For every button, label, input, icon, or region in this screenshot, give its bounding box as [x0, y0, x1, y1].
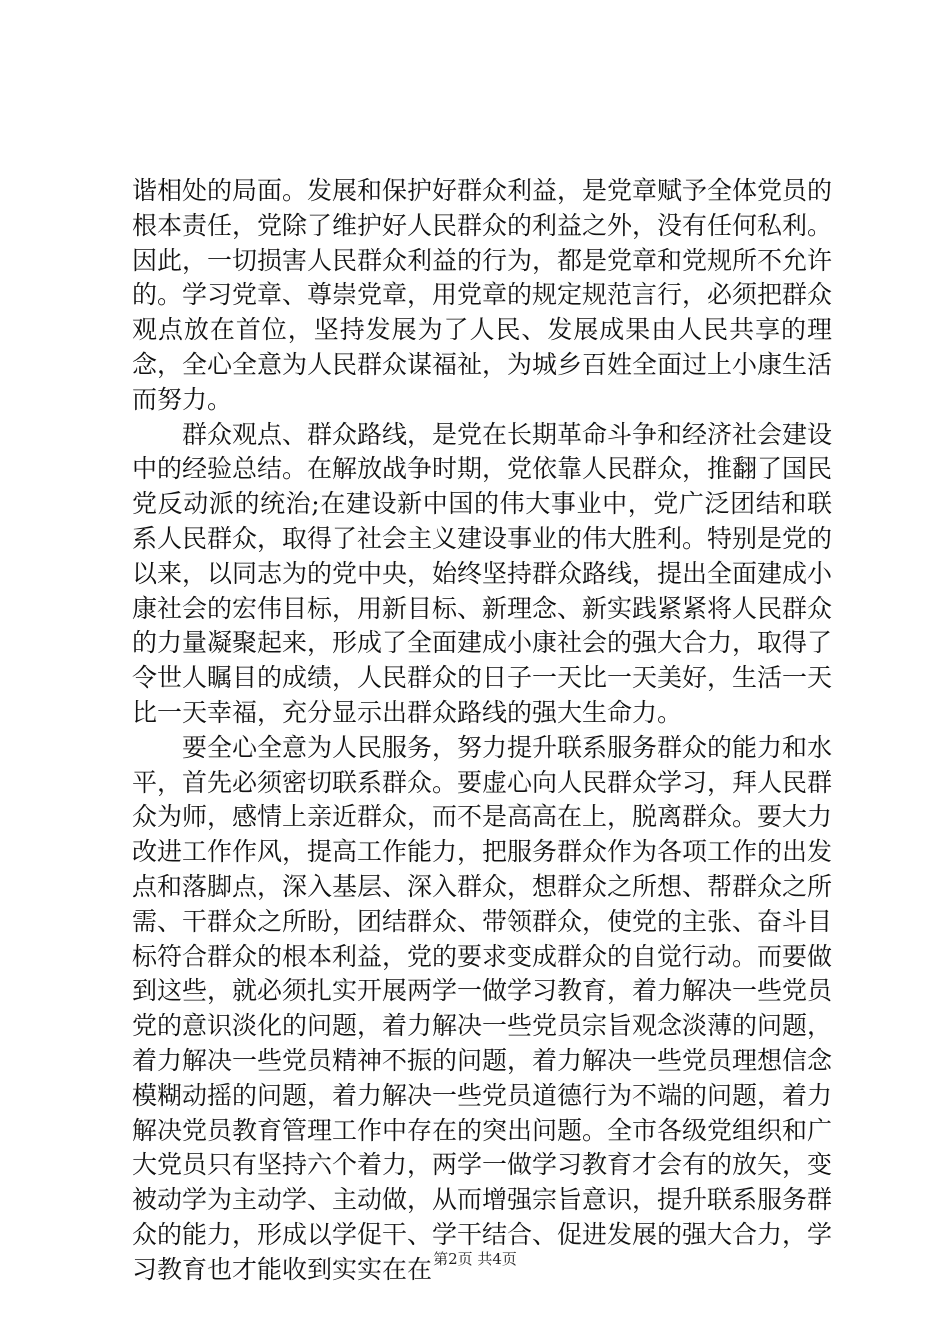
paragraph: 群众观点、群众路线，是党在长期革命斗争和经济社会建设中的经验总结。在解放战争时期，党依靠人民群众，推翻了国民党反动派的统治;在建设新中国的伟大事业中，党广泛团结和联系人民群众，取得了社会主义建设事业的伟大胜利。特别是党的以来，以同志为的党中央，始终坚持群众路线，提出全面建成小康社会的宏伟目标，用新目标、新理念、新实践紧紧将人民群众的力量凝聚起来，形成了全面建成小康社会的强大合力，取得了令世人瞩目的成绩，人民群众的日子一天比一天美好，生活一天比一天幸福，充分显示出群众路线的强大生命力。 — [132, 419, 833, 727]
paragraph-continuation: 谐相处的局面。发展和保护好群众利益，是党章赋予全体党员的根本责任，党除了维护好人民群众的利益之外，没有任何私利。因此，一切损害人民群众利益的行为，都是党章和党规所不允许的。学习党章、尊崇党章，用党章的规定规范言行，必须把群众观点放在首位，坚持发展为了人民、发展成果由人民共享的理念，全心全意为人民群众谋福祉，为城乡百姓全面过上小康生活而努力。 — [132, 176, 833, 414]
paragraph: 要全心全意为人民服务，努力提升联系服务群众的能力和水平，首先必须密切联系群众。要虚心向人民群众学习，拜人民群众为师，感情上亲近群众，而不是高高在上，脱离群众。要大力改进工作作风，提高工作能力，把服务群众作为各项工作的出发点和落脚点，深入基层、深入群众，想群众之所想、帮群众之所需、干群众之所盼，团结群众、带领群众，使党的主张、奋斗目标符合群众的根本利益，党的要求变成群众的自觉行动。而要做到这些，就必须扎实开展两学一做学习教育，着力解决一些党员党的意识淡化的问题，着力解决一些党员宗旨观念淡薄的问题，着力解决一些党员精神不振的问题，着力解决一些党员理想信念模糊动摇的问题，着力解决一些党员道德行为不端的问题，着力解决党员教育管理工作中存在的突出问题。全市各级党组织和广大党员只有坚持六个着力，两学一做学习教育才会有的放矢，变被动学为主动学、主动做，从而增强宗旨意识，提升联系服务群众的能力，形成以学促干、学干结合、促进发展的强大合力，学习教育也才能收到实实在在 — [132, 732, 833, 1284]
page-number: 第2页 共4页 — [433, 1250, 517, 1268]
body-text — [132, 174, 832, 1288]
